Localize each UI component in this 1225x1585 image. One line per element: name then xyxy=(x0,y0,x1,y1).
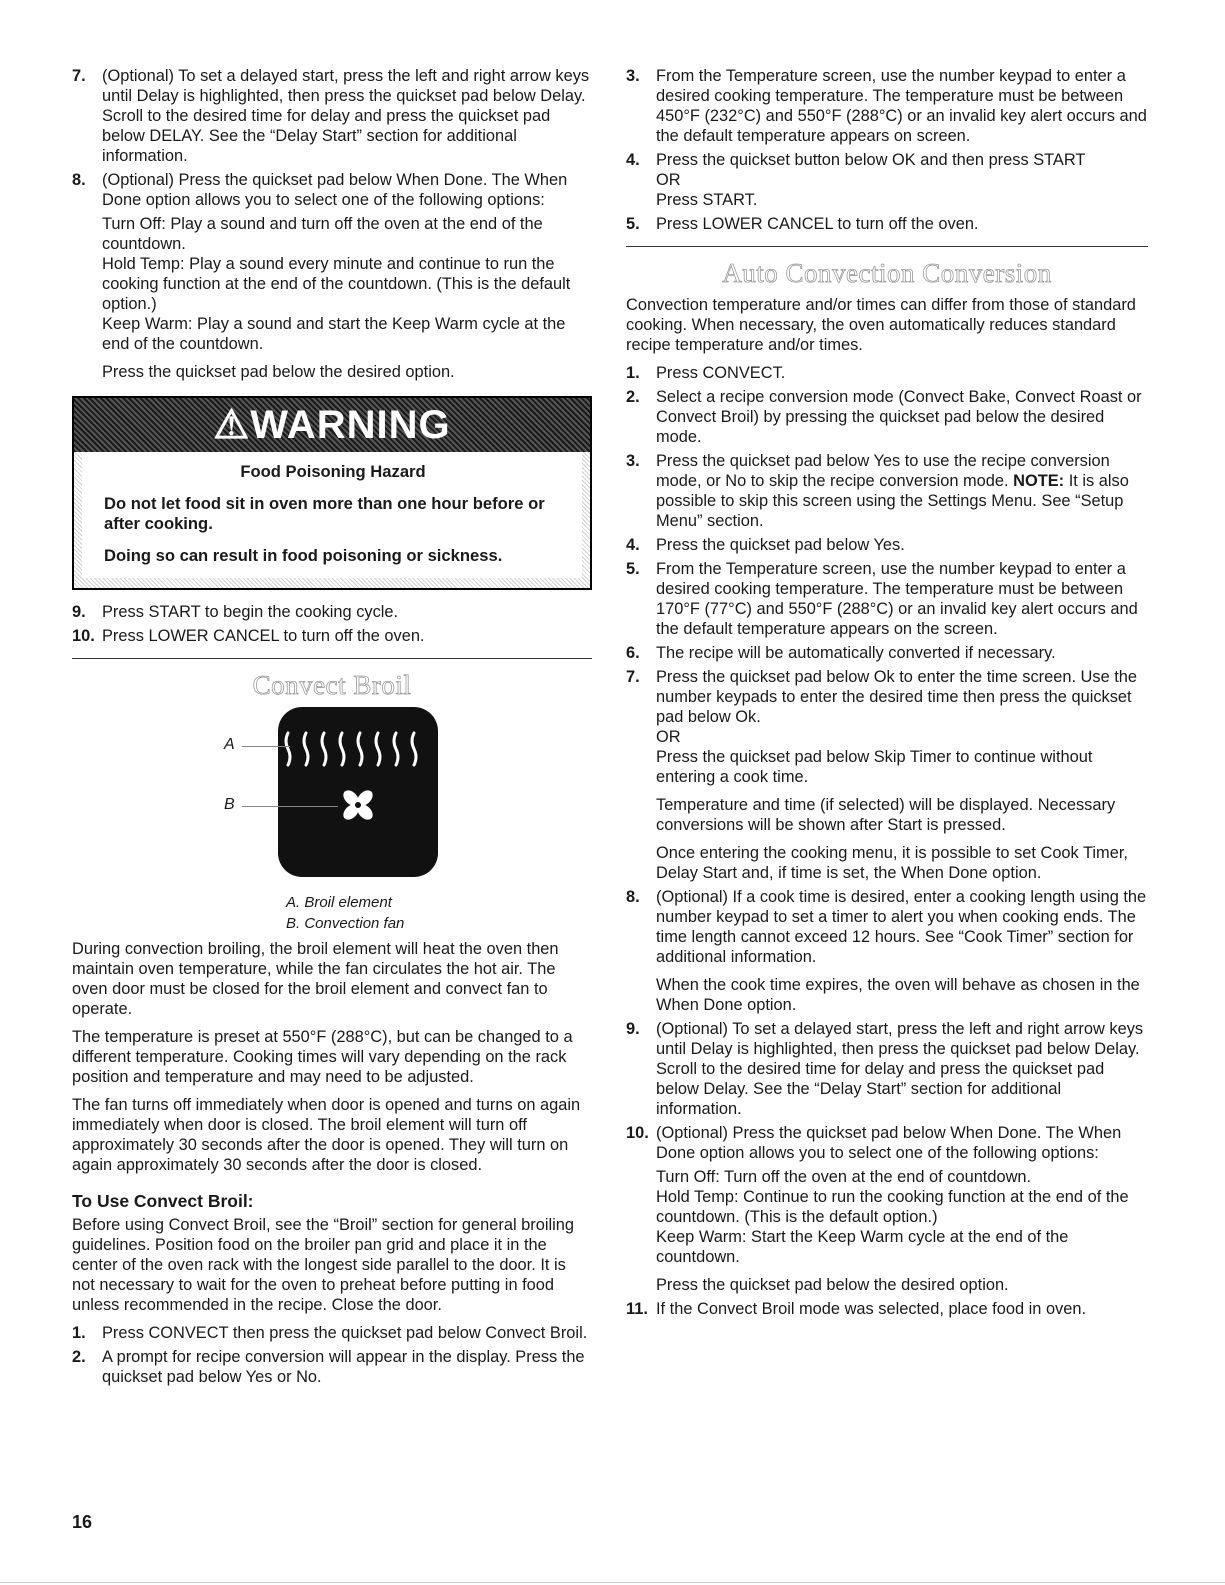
list-item-a4: 4. Press the quickset pad below Yes. xyxy=(626,536,905,554)
warning-title: ⚠WARNING xyxy=(213,403,451,447)
list-item-step-4: 4. Press the quickset button below OK and then press START OR Press START. xyxy=(626,150,1148,210)
broil-element-icon xyxy=(286,733,416,765)
item-alt: Press the quickset pad below Skip Timer to continue without entering a cook time. xyxy=(656,748,1093,786)
callout-line-b xyxy=(242,806,338,807)
item-or: OR xyxy=(656,728,681,746)
section-title-convect-broil: Convect Broil xyxy=(252,670,412,700)
option-hold-temp: Hold Temp: Play a sound every minute and continue to run the cooking function at the end of the countdown. (This is the default option.) xyxy=(102,255,571,313)
left-column xyxy=(72,66,592,1391)
note-label: NOTE: xyxy=(1013,472,1065,490)
callout-line-a xyxy=(242,746,290,747)
note-text: It is also possible to skip this screen using the Settings Menu. See “Setup Menu” section. xyxy=(656,472,1129,530)
paragraph-2: The temperature is preset at 550°F (288°C), but can be changed to a different temperature. Cooking times will vary depending on the rack position and temperature and may need to be adjusted. xyxy=(72,1028,573,1086)
list-item-step-3: 3. From the Temperature screen, use the number keypad to enter a desired cooking temperature. The temperature must be between 450°F (232°C) and 550°F (288°C) or an invalid key alert occurs and the default temperature appears on screen. xyxy=(626,67,1147,145)
list-item-step-5: 5. Press LOWER CANCEL to turn off the oven. xyxy=(626,215,979,233)
option-press: Press the quickset pad below the desired option. xyxy=(656,1276,1009,1294)
item-text: Press the quickset pad below Yes to use the recipe conversion mode, or No to skip the recipe conversion mode. xyxy=(656,452,1110,490)
section-title-auto-convection: Auto Convection Conversion xyxy=(722,258,1052,288)
list-item-a1: 1. Press CONVECT. xyxy=(626,364,786,382)
list-item-10: 10. Press LOWER CANCEL to turn off the oven. xyxy=(72,627,425,645)
section-divider xyxy=(72,658,592,659)
item-or: OR xyxy=(656,171,681,189)
list-item-7: 7. (Optional) To set a delayed start, press the left and right arrow keys until Delay is highlighted, then press the quickset pad below Delay. Scroll to the desired time for delay and press the quickset pad below DELAY. See the “Delay Start” section for additional information. xyxy=(72,67,590,165)
option-keep-warm: Keep Warm: Play a sound and start the Keep Warm cycle at the end of the countdown. xyxy=(102,315,566,353)
item-text: Press the quickset pad below Ok to enter the time screen. Use the number keypads to enter the desired time then press the quickset pad below Ok. xyxy=(656,668,1138,726)
callout-label-b: B xyxy=(224,796,235,813)
list-item-step-2: 2. A prompt for recipe conversion will appear in the display. Press the quickset pad below Yes or No. xyxy=(72,1348,585,1386)
item-text: (Optional) If a cook time is desired, enter a cooking length using the number keypad to set a timer to alert you when cooking ends. The time length cannot exceed 12 hours. See “Cook Timer” section for additional information. xyxy=(656,888,1147,966)
warning-header xyxy=(74,398,590,452)
warning-line-2: Doing so can result in food poisoning or sickness. xyxy=(104,546,503,565)
intro-paragraph: Convection temperature and/or times can differ from those of standard cooking. When necessary, the oven automatically reduces standard recipe temperature and/or times. xyxy=(626,296,1136,354)
item-alt: Press START. xyxy=(656,191,758,209)
list-item-a7: 7. Press the quickset pad below Ok to enter the time screen. Use the number keypads to enter the desired time then press the quickset pad below Ok. OR Press the quickset pad below Skip Timer to continue without entering a cook time. Temperature and time (if selected) will be displayed. Necessary conversions will be shown after Start is pressed. Once entering the cooking menu, it is possible to set Cook Timer, Delay Start and, if time is set, the When Done option. xyxy=(626,667,1148,883)
list-item-a6: 6. The recipe will be automatically converted if necessary. xyxy=(626,644,1056,662)
list-item-a8: 8. (Optional) If a cook time is desired, enter a cooking length using the number keypad to set a timer to alert you when cooking ends. The time length cannot exceed 12 hours. See “Cook Timer” section for additional information. When the cook time expires, the oven will behave as chosen in the When Done option. xyxy=(626,888,1147,1014)
item-text: Press the quickset button below OK and then press START xyxy=(656,151,1086,169)
item-para-3: Once entering the cooking menu, it is possible to set Cook Timer, Delay Start and, if time is set, the When Done option. xyxy=(656,844,1128,882)
option-turn-off: Turn Off: Turn off the oven at the end of countdown. xyxy=(656,1168,1032,1186)
item-text: (Optional) Press the quickset pad below When Done. The When Done option allows you to select one of the following options: xyxy=(102,171,568,209)
list-item-a9: 9. (Optional) To set a delayed start, press the left and right arrow keys until Delay is highlighted, then press the quickset pad below Delay. Scroll to the desired time for delay and press the quickset pad below Delay. See the “Delay Start” section for additional information. xyxy=(626,1020,1144,1118)
warning-content xyxy=(82,452,582,578)
convection-fan-icon xyxy=(340,787,375,822)
list-item-a10: 10. (Optional) Press the quickset pad below When Done. The When Done option allows you to select one of the following options: Turn Off: Turn off the oven at the end of countdown. Hold Temp: Continue to run the cooking function at the end of the countdown. (This is the default option.) Keep Warm: Start the Keep Warm cycle at the end of the countdown. Press the quickset pad below the desired option. xyxy=(626,1123,1148,1295)
list-item-9: 9. Press START to begin the cooking cycle. xyxy=(72,603,399,621)
caption-convection-fan: B. Convection fan xyxy=(286,915,405,932)
list-item-step-1: 1. Press CONVECT then press the quickset pad below Convect Broil. xyxy=(72,1324,588,1342)
right-column xyxy=(626,66,1148,1323)
option-press: Press the quickset pad below the desired option. xyxy=(102,363,455,381)
page-bottom-edge xyxy=(0,1582,1225,1583)
list-item-8: 8. (Optional) Press the quickset pad below When Done. The When Done option allows you to select one of the following options: Turn Off: Play a sound and turn off the oven at the end of the countdown. Hold Temp: Play a sound every minute and continue to run the cooking function at the end of the countdown. (This is the default option.) Keep Warm: Play a sound and start the Keep Warm cycle at the end of the countdown. Press the quickset pad below the desired option. xyxy=(72,170,592,382)
item-para-2: When the cook time expires, the oven will behave as chosen in the When Done option. xyxy=(656,976,1140,1014)
oven-interior-svg xyxy=(278,707,438,877)
option-turn-off: Turn Off: Play a sound and turn off the oven at the end of the countdown. xyxy=(102,215,543,253)
paragraph-3: The fan turns off immediately when door is opened and turns on again immediately when door is closed. The broil element will turn off approximately 30 seconds after the door is opened. They will turn on again approximately 30 seconds after the door is closed. xyxy=(72,1096,581,1174)
warning-line-1: Do not let food sit in oven more than one hour before or after cooking. xyxy=(104,494,545,533)
option-hold-temp: Hold Temp: Continue to run the cooking function at the end of the countdown. (This is the default option.) xyxy=(656,1188,1129,1226)
item-text: (Optional) Press the quickset pad below When Done. The When Done option allows you to select one of the following options: xyxy=(656,1124,1122,1162)
section-divider xyxy=(626,246,1148,247)
option-keep-warm: Keep Warm: Start the Keep Warm cycle at the end of the countdown. xyxy=(656,1228,1069,1266)
subheading-to-use-convect-broil: To Use Convect Broil: xyxy=(72,1191,254,1211)
warning-hazard: Food Poisoning Hazard xyxy=(240,462,426,481)
paragraph-4: Before using Convect Broil, see the “Broil” section for general broiling guidelines. Position food on the broiler pan grid and place it in the center of the oven rack with the longest side parallel to the door. It is not necessary to wait for the oven to preheat before putting in food unless recommended in the recipe. Close the door. xyxy=(72,1216,574,1314)
page-number: 16 xyxy=(72,1512,93,1532)
paragraph-1: During convection broiling, the broil element will heat the oven then maintain oven temperature, while the fan circulates the hot air. The oven door must be closed for the broil element and convect fan to operate. xyxy=(72,940,559,1018)
list-item-a3: 3. Press the quickset pad below Yes to use the recipe conversion mode, or No to skip the recipe conversion mode. NOTE: It is also possible to skip this screen using the Settings Menu. See “Setup Menu” section. xyxy=(626,452,1129,530)
list-item-a5: 5. From the Temperature screen, use the number keypad to enter a desired cooking temperature. The temperature must be between 170°F (77°C) and 550°F (288°C) or an invalid key alert occurs and the default temperature appears on the screen. xyxy=(626,560,1138,638)
oven-figure xyxy=(72,707,592,939)
caption-broil-element: A. Broil element xyxy=(286,894,392,911)
list-item-a2: 2. Select a recipe conversion mode (Convect Bake, Convect Roast or Convect Broil) by pressing the quickset pad below the desired mode. xyxy=(626,388,1142,446)
list-item-a11: 11. If the Convect Broil mode was selected, place food in oven. xyxy=(626,1300,1087,1318)
callout-label-a: A xyxy=(224,736,235,753)
warning-box xyxy=(72,396,592,590)
item-para-2: Temperature and time (if selected) will be displayed. Necessary conversions will be shown after Start is pressed. xyxy=(656,796,1116,834)
